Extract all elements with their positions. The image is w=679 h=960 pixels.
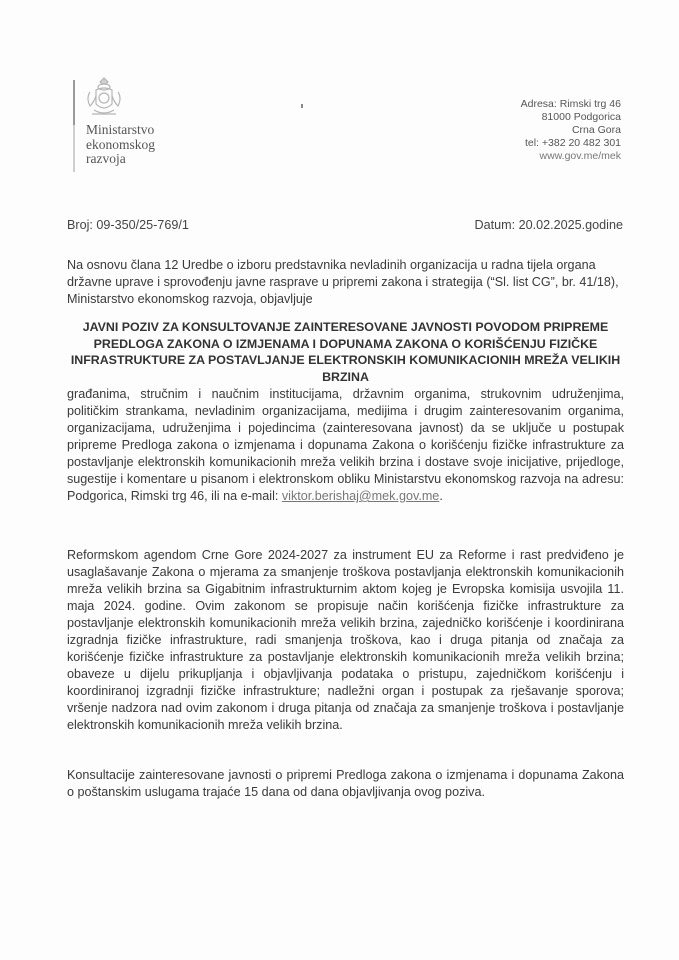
scan-artifact	[301, 104, 303, 108]
invitation-text: građanima, stručnim i naučnim institucijama, državnim organima, strukovnim udruženjima, političkim strankama, nevladinim organizacijama, medijima i drugim zainteresovanim organima, organizacijama, udruženjima i pojedincima (zainteresovana javnost) da se uključe u postupak pripreme Predloga zakona o izmjenama i dopunama Zakona o korišćenju fizičke infrastrukture za postavljanje elektronskih komunikacionih mreža velikih brzina i dostave svoje inicijative, prijedloge, sugestije i komentare u pisanom i elektronskom obliku Ministarstvu ekonomskog razvoja na adresu: Podgorica, Rimski trg 46, ili na e-mail:	[67, 387, 624, 503]
contact-email-link[interactable]: viktor.berishaj@mek.gov.me	[281, 489, 440, 503]
invitation-end: .	[439, 489, 443, 503]
ministry-name-line: ekonomskog	[86, 136, 155, 152]
closing-paragraph: Konsultacije zainteresovane javnosti o pripremi Predloga zakona o izmjenama i dopunama Zakona o poštanskim uslugama trajaće 15 dana od dana objavljivanja ovog poziva.	[67, 768, 624, 799]
document-title: JAVNI POZIV ZA KONSULTOVANJE ZAINTERESOVANE JAVNOSTI POVODOM PRIPREME PREDLOGA ZAKONA O IZMJENAMA I DOPUNAMA ZAKONA O KORIŠĆENJU FIZIČKE INFRASTRUKTURE ZA POSTAVLJANJE ELEKTRONSKIH KOMUNIKACIONIH MREŽA VELIKIH BRZINA	[70, 320, 621, 384]
ministry-name-line: razvoja	[86, 151, 126, 166]
address-country: Crna Gora	[571, 124, 621, 136]
address-phone: tel: +382 20 482 301	[524, 137, 621, 149]
ministry-name	[86, 123, 155, 167]
coat-of-arms-icon	[82, 76, 126, 120]
reform-paragraph: Reformskom agendom Crne Gore 2024-2027 za instrument EU za Reforme i rast predviđeno je usaglašavanje Zakona o mjerama za smanjenje troškova postavljanja elektronskih komunikacionih mreža velikih brzina sa Gigabitnim infrastrukturnim aktom kojeg je Evropska komisija usvojila 11. maja 2024. godine. Ovim zakonom se propisuje način korišćenja fizičke infrastrukture za postavljanje elektronskih komunikacionih mreža velikih brzina, zajedničko korišćenje i koordinirana izgradnja fizičke infrastrukture, radi smanjenja troškova, kao i druga pitanja od značaja za korišćenje fizičke infrastrukture za postavljanje elektronskih komunikacionih mreža velikih brzina; obaveze u dijelu prikupljanja i objavljivanja podataka o pristupu, zajedničkom korišćenju i koordiniranoj izgradnji fizičke infrastrukture; nadležni organ i postupak za rješavanje sporova; vršenje nadzora nad ovim zakonom i druga pitanja od značaja za smanjenje troškova i postavljanje elektronskih komunikacionih mreža velikih brzina.	[67, 548, 624, 732]
address-website[interactable]: www.gov.me/mek	[539, 150, 621, 162]
address-block	[521, 98, 621, 163]
ministry-name-line: Ministarstvo	[86, 122, 155, 137]
document-number: Broj: 09-350/25-769/1	[67, 218, 189, 232]
address-street: Adresa: Rimski trg 46	[520, 98, 621, 110]
intro-paragraph: Na osnovu člana 12 Uredbe o izboru predstavnika nevladinih organizacija u radna tijela organa državne uprave i sprovođenju javne rasprave u pripremi zakona i strategija (“Sl. list CG”, br. 41/18), Ministarstvo ekonomskog razvoja, objavljuje	[67, 258, 619, 306]
invitation-paragraph	[67, 386, 624, 505]
header-divider-bar-light	[73, 125, 75, 172]
document-date: Datum: 20.02.2025.godine	[474, 218, 623, 232]
address-city: 81000 Podgorica	[541, 111, 621, 123]
